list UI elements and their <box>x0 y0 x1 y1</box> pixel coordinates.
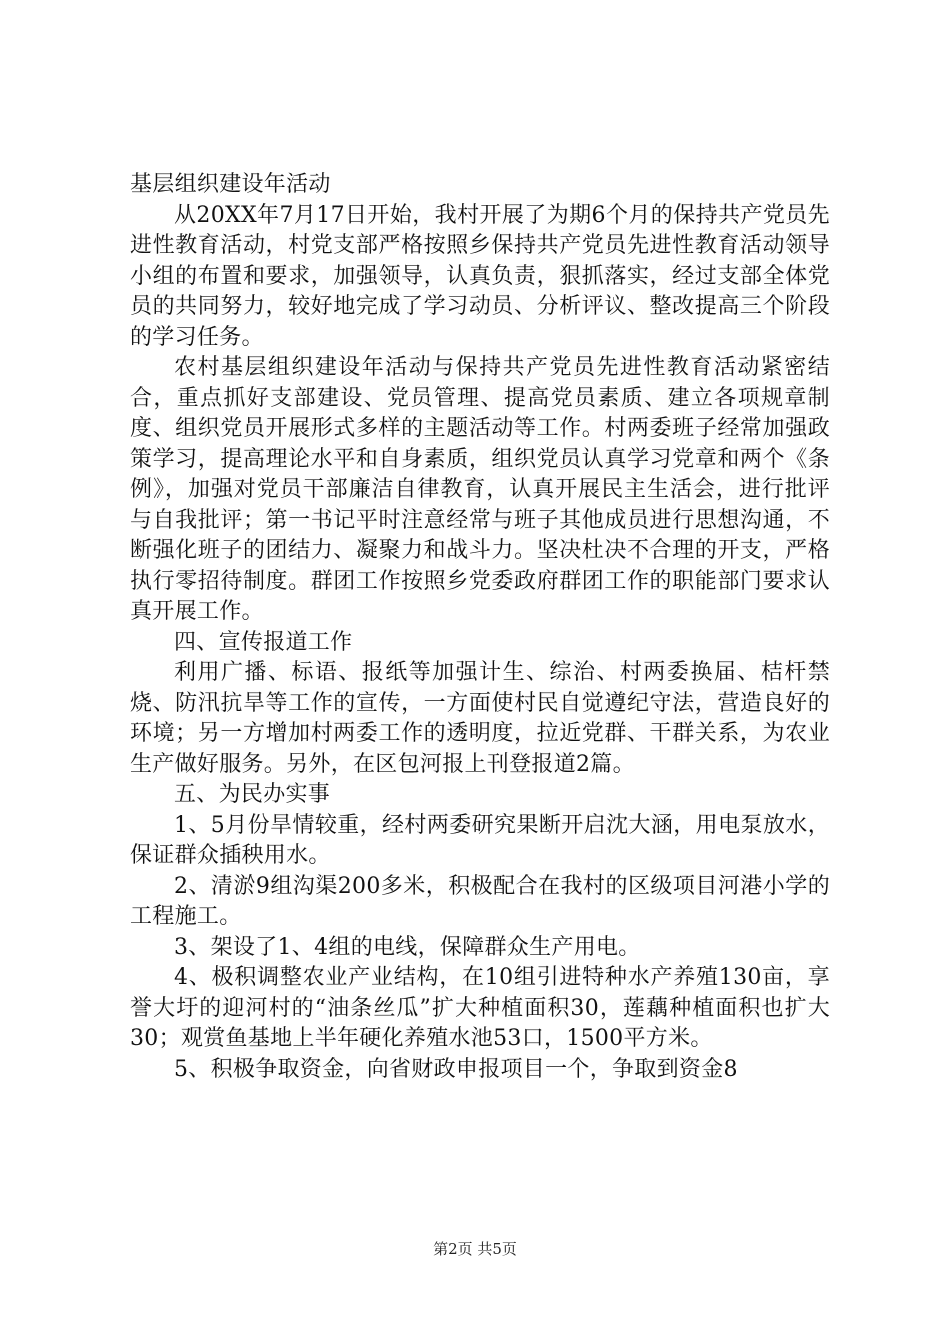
document-title: 基层组织建设年活动 <box>130 172 331 197</box>
paragraph: 农村基层组织建设年活动与保持共产党员先进性教育活动紧密结合，重点抓好支部建设、党员管理、提高党员素质、建立各项规章制度、组织党员开展形式多样的主题活动等工作。村两委班子经常加强政策学习，提高理论水平和自身素质，组织党员认真学习党章和两个《条例》，加强对党员干部廉洁自律教育，认真开展民主生活会，进行批评与自我批评；第一书记平时注意经常与班子其他成员进行思想沟通，不断强化班子的团结力、凝聚力和战斗力。坚决杜决不合理的开支，严格执行零招待制度。群团工作按照乡党委政府群团工作的职能部门要求认真开展工作。 <box>130 355 830 624</box>
list-item: 5、积极争取资金，向省财政申报项目一个，争取到资金8 <box>174 1056 738 1082</box>
list-item: 3、架设了1、4组的电线，保障群众生产用电。 <box>174 934 641 960</box>
document-body <box>130 170 830 1085</box>
list-item: 2、清淤9组沟渠200多米，积极配合在我村的区级项目河港小学的工程施工。 <box>130 873 830 929</box>
list-item: 4、极积调整农业产业结构，在10组引进特种水产养殖130亩，享誉大圩的迎河村的“油条丝瓜”扩大种植面积30，莲藕种植面积也扩大30；观赏鱼基地上半年硬化养殖水池53口，1500平方米。 <box>130 965 830 1051</box>
list-item: 1、5月份旱情较重，经村两委研究果断开启沈大涵，用电泵放水，保证群众插秧用水。 <box>130 812 830 868</box>
section-heading: 五、为民办实事 <box>174 782 331 807</box>
page-footer: 第2页 共5页 <box>433 1240 517 1258</box>
paragraph: 从20XX年7月17日开始，我村开展了为期6个月的保持共产党员先进性教育活动，村党支部严格按照乡保持共产党员先进性教育活动领导小组的布置和要求，加强领导，认真负责，狠抓落实，经过支部全体党员的共同努力，较好地完成了学习动员、分析评议、整改提高三个阶段的学习任务。 <box>130 202 830 350</box>
paragraph: 利用广播、标语、报纸等加强计生、综治、村两委换届、桔杆禁烧、防汛抗旱等工作的宣传，一方面使村民自觉遵纪守法，营造良好的环境；另一方增加村两委工作的透明度，拉近党群、干群关系，为农业生产做好服务。另外，在区包河报上刊登报道2篇。 <box>130 660 830 777</box>
section-heading: 四、宣传报道工作 <box>174 629 353 655</box>
